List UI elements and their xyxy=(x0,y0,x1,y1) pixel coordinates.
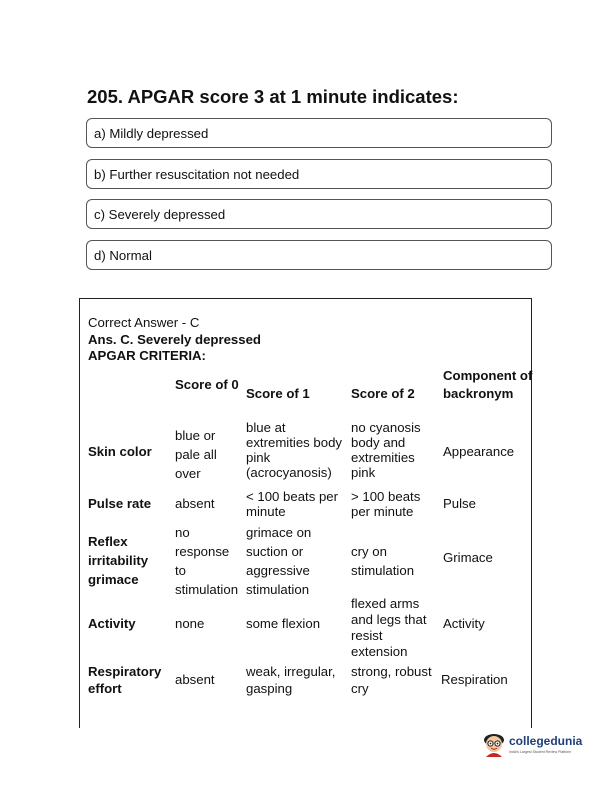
pulse-score-2: > 100 beats per minute xyxy=(351,489,421,519)
logo-name: collegedunia xyxy=(509,734,583,748)
reflex-score-1: grimace on suction or aggressive stimulation xyxy=(246,525,312,597)
respiratory-component: Respiration xyxy=(441,672,508,687)
activity-score-0: none xyxy=(175,616,205,631)
header-component: Component of backronym xyxy=(443,368,533,401)
skin-score-1: blue at extremities body pink (acrocyanosis) xyxy=(246,420,343,480)
skin-score-2: no cyanosis body and extremities pink xyxy=(351,420,421,480)
row-label-pulse-rate: Pulse rate xyxy=(88,496,152,511)
pulse-score-1: < 100 beats per minute xyxy=(246,489,339,519)
activity-component: Activity xyxy=(443,616,485,631)
criteria-title: APGAR CRITERIA: xyxy=(88,348,206,363)
option-c[interactable]: c) Severely depressed xyxy=(86,199,552,229)
row-label-activity: Activity xyxy=(88,616,136,631)
mascot-icon xyxy=(481,731,507,759)
option-b[interactable]: b) Further resuscitation not needed xyxy=(86,159,552,189)
option-d[interactable]: d) Normal xyxy=(86,240,552,270)
activity-score-2: flexed arms and legs that resist extension xyxy=(351,596,427,659)
header-score-2: Score of 2 xyxy=(351,386,415,401)
header-score-0: Score of 0 xyxy=(175,377,239,392)
row-label-respiratory: Respiratory effort xyxy=(88,664,162,696)
option-a[interactable]: a) Mildly depressed xyxy=(86,118,552,148)
correct-answer-label: Correct Answer - C xyxy=(88,315,200,330)
respiratory-score-2: strong, robust cry xyxy=(351,664,432,696)
reflex-score-0: no response to stimulation xyxy=(175,525,239,597)
activity-score-1: some flexion xyxy=(246,616,321,631)
pulse-score-0: absent xyxy=(175,496,215,511)
pulse-component: Pulse xyxy=(443,496,476,511)
question-title: 205. APGAR score 3 at 1 minute indicates: xyxy=(87,86,459,107)
collegedunia-logo xyxy=(481,729,593,763)
respiratory-score-1: weak, irregular, gasping xyxy=(246,664,336,696)
skin-component: Appearance xyxy=(443,444,515,459)
row-label-skin-color: Skin color xyxy=(88,444,152,459)
header-score-1: Score of 1 xyxy=(246,386,310,401)
respiratory-score-0: absent xyxy=(175,672,215,687)
skin-score-0: blue or pale all over xyxy=(175,428,217,481)
row-label-reflex: Reflex irritability grimace xyxy=(88,534,149,587)
logo-tagline: India's Largest Student Review Platform xyxy=(509,750,572,754)
reflex-score-2: cry on stimulation xyxy=(351,544,415,578)
reflex-component: Grimace xyxy=(443,550,493,565)
answer-explanation: Ans. C. Severely depressed xyxy=(88,332,261,347)
